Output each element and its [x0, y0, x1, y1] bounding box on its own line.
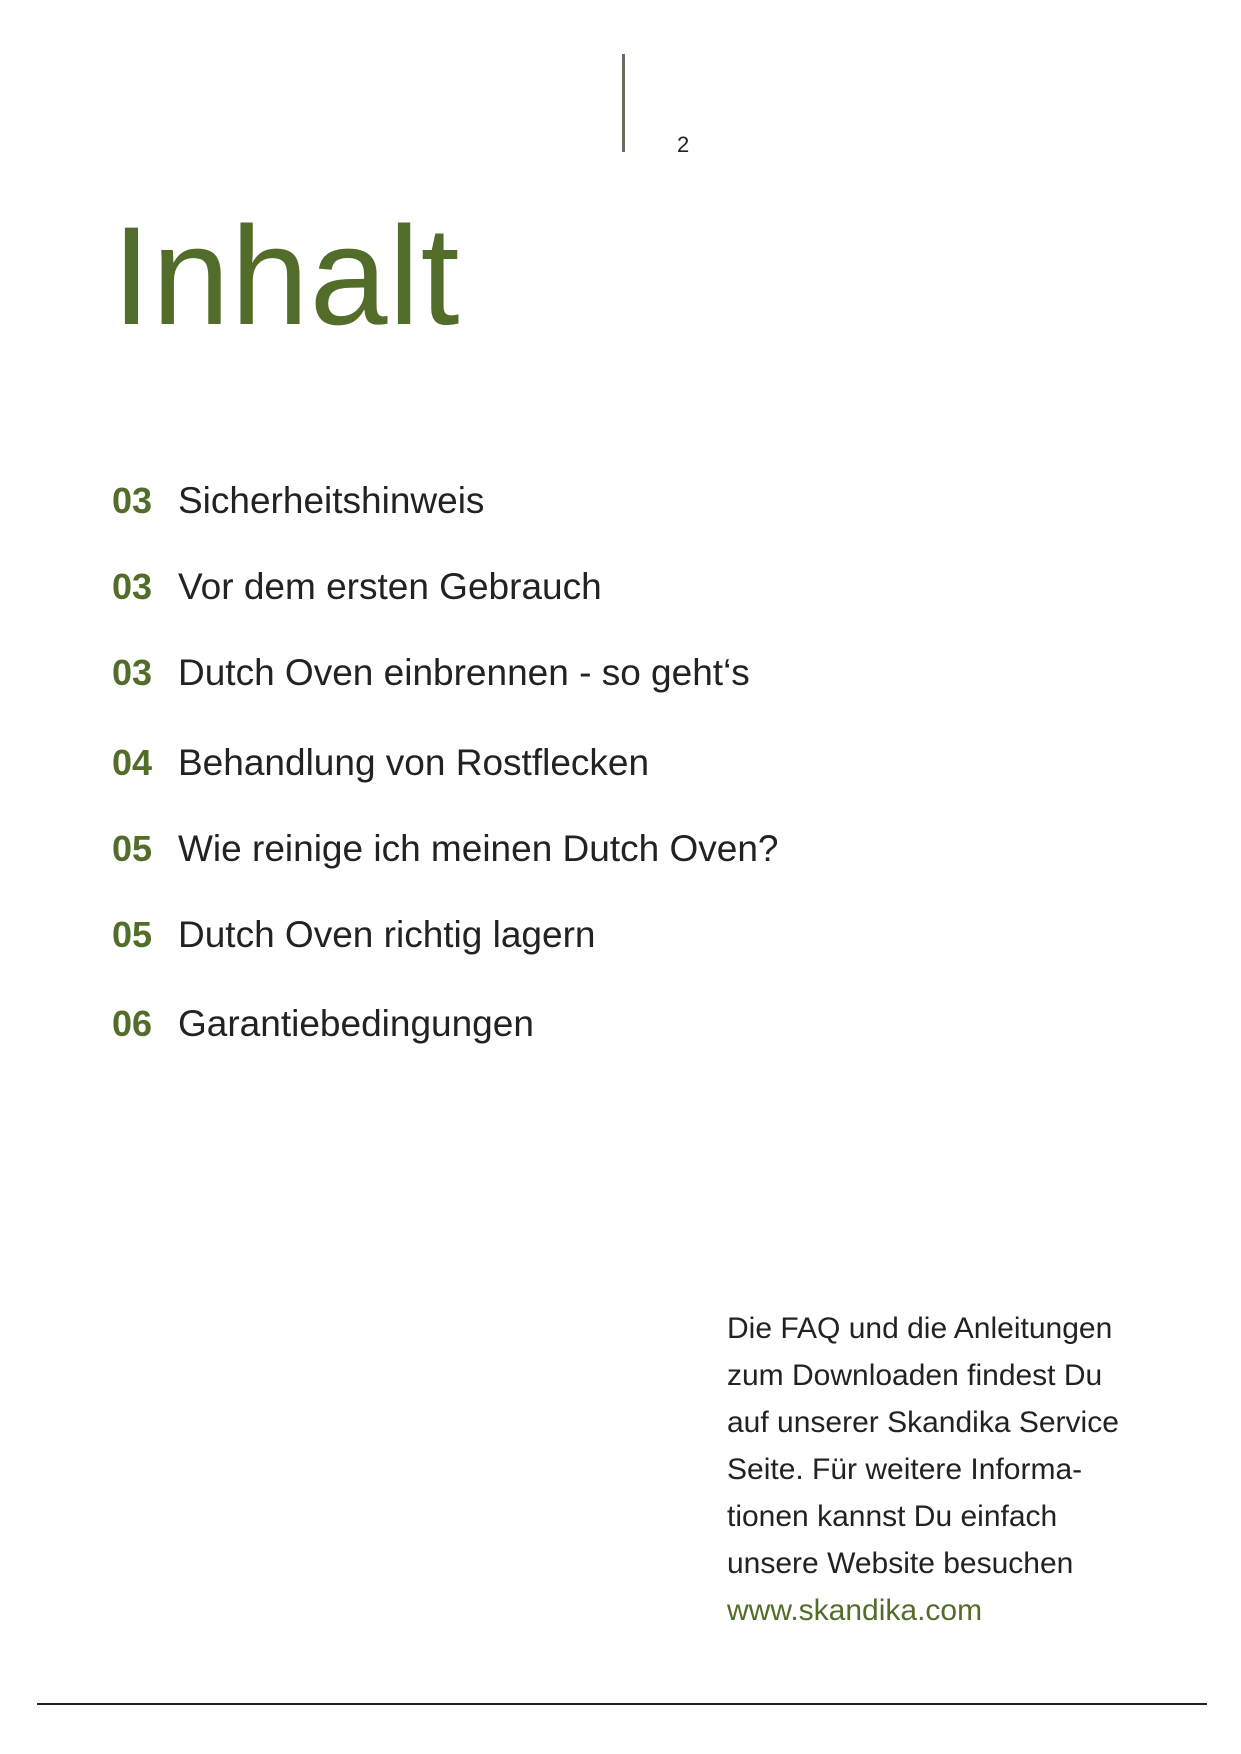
toc-page-number: 05 [112, 828, 153, 869]
toc-label: Garantiebedingungen [178, 1003, 534, 1044]
toc-page-number: 03 [112, 566, 153, 607]
toc-item-lagern[interactable] [112, 914, 595, 964]
toc-item-garantiebedingungen[interactable] [112, 1003, 534, 1053]
info-line: auf unserer Skandika Service [727, 1406, 1119, 1439]
footer-divider [37, 1703, 1207, 1705]
toc-label: Dutch Oven richtig lagern [178, 914, 596, 955]
info-line: zum Downloaden findest Du [727, 1359, 1103, 1392]
page-title: Inhalt [112, 197, 461, 354]
toc-item-sicherheitshinweis[interactable] [112, 480, 484, 530]
toc-page-number: 03 [112, 652, 153, 693]
info-line: Die FAQ und die Anleitungen [727, 1312, 1113, 1345]
toc-page-number: 03 [112, 480, 153, 521]
header-divider [622, 54, 625, 152]
toc-label: Sicherheitshinweis [178, 480, 485, 521]
info-line: Seite. Für weitere Informa- [727, 1453, 1083, 1486]
toc-page-number: 06 [112, 1003, 153, 1044]
toc-item-reinigung[interactable] [112, 828, 779, 878]
info-line: unsere Website besuchen [727, 1547, 1074, 1580]
service-info [727, 1305, 1157, 1634]
toc-item-einbrennen[interactable] [112, 652, 750, 702]
toc-page-number: 05 [112, 914, 153, 955]
toc-page-number: 04 [112, 742, 153, 783]
toc-item-rostflecken[interactable] [112, 742, 649, 792]
toc-label: Dutch Oven einbrennen - so geht‘s [178, 652, 750, 693]
website-link[interactable]: www.skandika.com [727, 1594, 983, 1627]
page-number: 2 [677, 132, 690, 157]
toc-label: Behandlung von Rostflecken [178, 742, 650, 783]
info-line: tionen kannst Du einfach [727, 1500, 1058, 1533]
toc-label: Wie reinige ich meinen Dutch Oven? [178, 828, 779, 869]
toc-label: Vor dem ersten Gebrauch [178, 566, 602, 607]
toc-item-vor-dem-ersten-gebrauch[interactable] [112, 566, 602, 616]
